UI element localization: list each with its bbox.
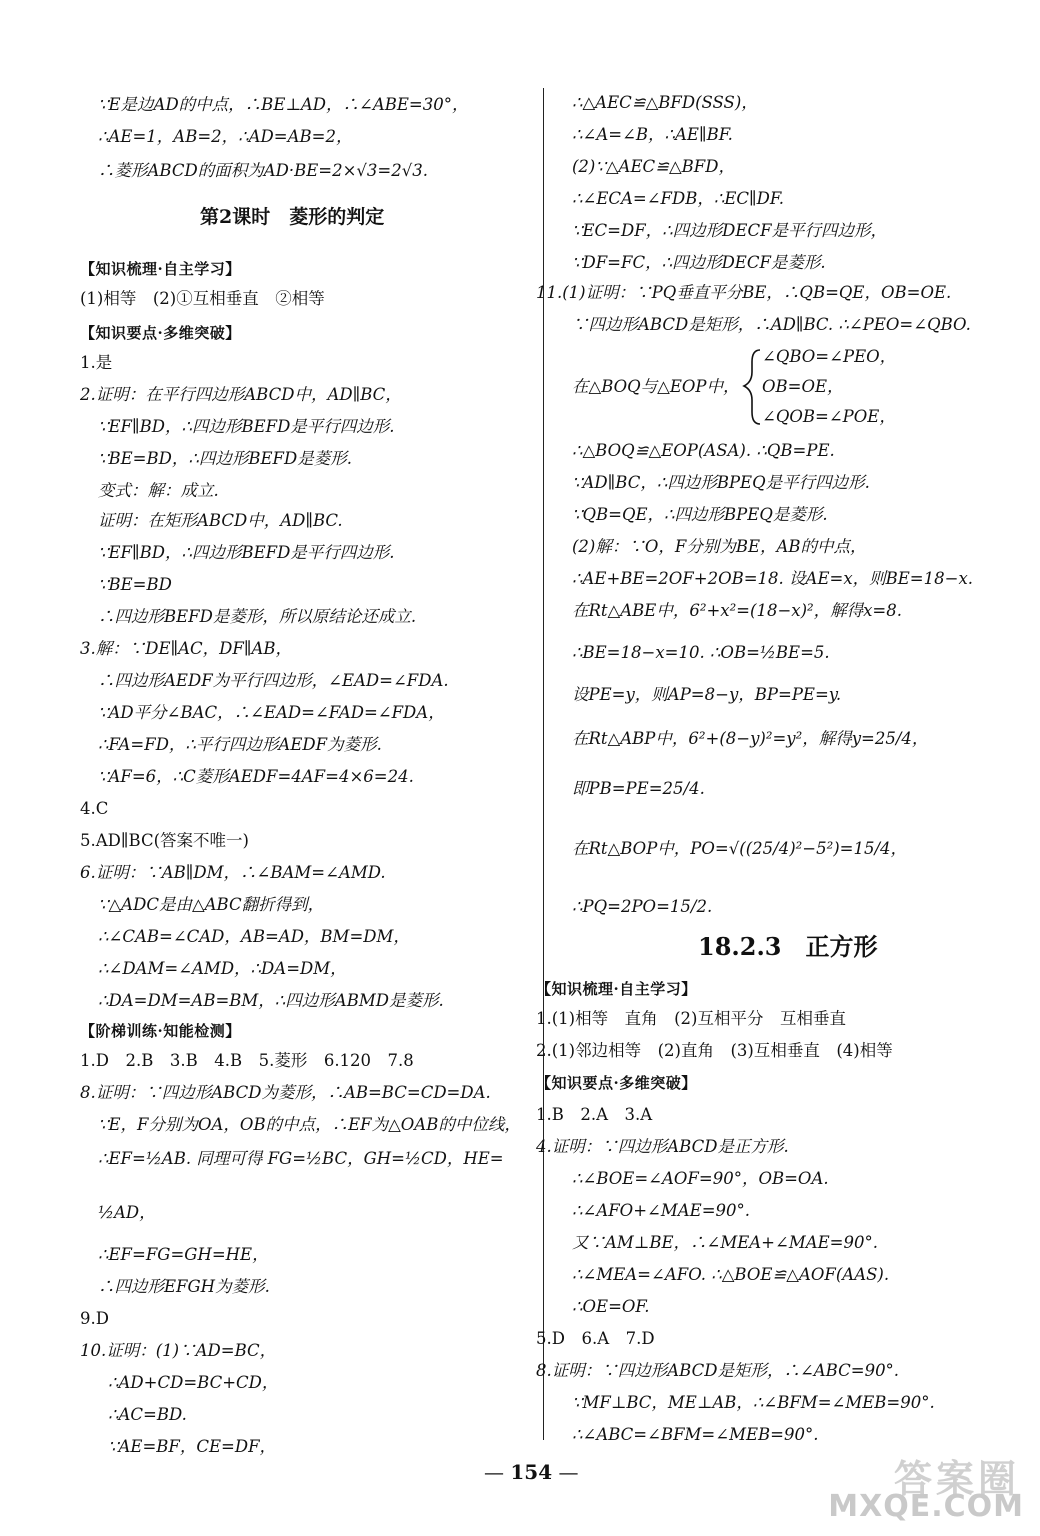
left-text-line: 2.证明：在平行四边形ABCD中，AD∥BC， [80, 385, 402, 404]
left-text-line: 4.C [80, 799, 109, 818]
left-text-line: ½AD， [98, 1203, 156, 1222]
left-text-line: ∴菱形ABCD的面积为AD·BE=2×√3=2√3. [98, 161, 428, 180]
right-text-line: 1.(1)相等 直角 (2)互相平分 互相垂直 [536, 1009, 846, 1028]
right-text-line: ∴AE+BE=2OF+2OB=18. 设AE=x，则BE=18−x. [572, 569, 973, 588]
right-text-line: ∴△BOQ≌△EOP(ASA). ∴QB=PE. [572, 441, 835, 460]
right-text-line: 在Rt△ABP中，6²+(8−y)²=y²，解得y=25/4， [572, 729, 929, 748]
left-text-line: 【阶梯训练·知能检测】 [80, 1022, 241, 1040]
right-text-line: ∵DF=FC，∴四边形DECF是菱形. [572, 253, 826, 272]
right-text-line: 又∵AM⊥BE，∴∠MEA+∠MAE=90°. [572, 1233, 878, 1252]
watermark-logo [828, 1448, 1032, 1528]
right-text-line: 即PB=PE=25/4. [572, 779, 705, 798]
right-text-line: 18.2.3 正方形 [698, 932, 878, 961]
watermark-stamp: 答案圈 [893, 1457, 1020, 1501]
right-text-line: 在△BOQ与△EOP中， [572, 377, 740, 396]
left-text-line: (1)相等 (2)①互相垂直 ②相等 [80, 289, 325, 308]
left-text-line: 第2课时 菱形的判定 [200, 206, 385, 228]
left-text-line: ∴∠DAM=∠AMD，∴DA=DM， [98, 959, 347, 978]
left-text-line: ∴EF=½AB. 同理可得 FG=½BC，GH=½CD，HE= [98, 1149, 504, 1168]
left-text-line: ∵EF∥BD，∴四边形BEFD是平行四边形. [98, 543, 395, 562]
left-text-line: 1.D 2.B 3.B 4.B 5.菱形 6.120 7.8 [80, 1051, 414, 1070]
right-text-line: ∴BE=18−x=10. ∴OB=½BE=5. [572, 643, 830, 662]
page-number-value: 154 [510, 1460, 553, 1484]
left-text-line: ∵AE=BF，CE=DF， [108, 1437, 277, 1456]
left-text-line: ∴AC=BD. [108, 1405, 187, 1424]
right-text-line: ∵QB=QE，∴四边形BPEQ是菱形. [572, 505, 828, 524]
right-text-line: ∵EC=DF，∴四边形DECF是平行四边形， [572, 221, 888, 240]
left-text-line: ∵BE=BD，∴四边形BEFD是菱形. [98, 449, 352, 468]
left-text-line: 9.D [80, 1309, 109, 1328]
left-text-line: 1.是 [80, 353, 113, 372]
right-text-line: ∠QBO=∠PEO， [762, 347, 897, 366]
left-text-line: 10.证明：(1)∵AD=BC， [80, 1341, 277, 1360]
left-text-line: 8.证明：∵四边形ABCD为菱形，∴AB=BC=CD=DA. [80, 1083, 491, 1102]
right-text-line: ∴∠BOE=∠AOF=90°，OB=OA. [572, 1169, 829, 1188]
right-text-line: 【知识梳理·自主学习】 [536, 980, 697, 998]
left-text-line: ∴四边形BEFD是菱形，所以原结论还成立. [98, 607, 417, 626]
right-text-line: ∴∠A=∠B，∴AE∥BF. [572, 125, 733, 144]
right-text-line: 1.B 2.A 3.A [536, 1105, 653, 1124]
right-text-line: 8.证明：∵四边形ABCD是矩形，∴∠ABC=90°. [536, 1361, 900, 1380]
left-text-line: ∵EF∥BD，∴四边形BEFD是平行四边形. [98, 417, 395, 436]
left-text-line: 【知识梳理·自主学习】 [80, 260, 241, 278]
left-text-line: ∴∠CAB=∠CAD，AB=AD，BM=DM， [98, 927, 410, 946]
left-text-line: 6.证明：∵AB∥DM，∴∠BAM=∠AMD. [80, 863, 386, 882]
right-text-line: ∴∠ABC=∠BFM=∠MEB=90°. [572, 1425, 819, 1444]
left-text-line: ∴EF=FG=GH=HE， [98, 1245, 269, 1264]
left-text-line: ∴FA=FD，∴平行四边形AEDF为菱形. [98, 735, 382, 754]
left-text-line: ∴四边形EFGH为菱形. [98, 1277, 270, 1296]
right-text-line: ∴∠AFO+∠MAE=90°. [572, 1201, 751, 1220]
left-text-line: 证明：在矩形ABCD中，AD∥BC. [98, 511, 343, 530]
left-text-line: 3.解：∵DE∥AC，DF∥AB， [80, 639, 293, 658]
right-text-line: 在Rt△BOP中，PO=√((25/4)²−5²)=15/4， [572, 839, 908, 858]
left-text-line: ∵E是边AD的中点，∴BE⊥AD，∴∠ABE=30°， [98, 95, 469, 114]
left-text-line: 【知识要点·多维突破】 [80, 324, 241, 342]
right-text-line: (2)∵△AEC≌△BFD， [572, 157, 735, 176]
right-text-line: 5.D 6.A 7.D [536, 1329, 655, 1348]
right-text-line: 2.(1)邻边相等 (2)直角 (3)互相垂直 (4)相等 [536, 1041, 893, 1060]
right-text-line: 设PE=y，则AP=8−y，BP=PE=y. [572, 685, 842, 704]
left-text-line: ∵AD平分∠BAC，∴∠EAD=∠FAD=∠FDA， [98, 703, 445, 722]
right-text-line: 4.证明：∵四边形ABCD是正方形. [536, 1137, 789, 1156]
left-text-line: ∵△ADC是由△ABC翻折得到， [98, 895, 325, 914]
system-brace [744, 350, 760, 424]
right-text-line: 在Rt△ABE中，6²+x²=(18−x)²，解得x=8. [572, 601, 902, 620]
right-text-line: ∴PQ=2PO=15/2. [572, 897, 713, 916]
left-text-line: ∵AF=6，∴C菱形AEDF=4AF=4×6=24. [98, 767, 414, 786]
left-text-line: ∵E，F分别为OA，OB的中点，∴EF为△OAB的中位线， [98, 1115, 521, 1134]
right-text-line: ∵MF⊥BC，ME⊥AB，∴∠BFM=∠MEB=90°. [572, 1393, 935, 1412]
left-text-line: ∴AD+CD=BC+CD， [108, 1373, 279, 1392]
right-text-line: ∴∠MEA=∠AFO. ∴△BOE≌△AOF(AAS). [572, 1265, 890, 1284]
right-text-line: ∵AD∥BC，∴四边形BPEQ是平行四边形. [572, 473, 870, 492]
right-text-line: (2)解：∵O，F分别为BE，AB的中点， [572, 537, 867, 556]
left-text-line: ∴AE=1，AB=2，∴AD=AB=2， [98, 127, 353, 146]
left-text-line: ∵BE=BD [98, 575, 172, 594]
left-text-line: ∴DA=DM=AB=BM，∴四边形ABMD是菱形. [98, 991, 444, 1010]
right-text-line: ∴△AEC≌△BFD(SSS)， [572, 93, 758, 112]
right-text-line: ∴∠ECA=∠FDB，∴EC∥DF. [572, 189, 785, 208]
left-text-line: 变式：解：成立. [98, 481, 219, 500]
left-text-line: 5.AD∥BC(答案不唯一) [80, 831, 249, 850]
watermark-url: MXQE.COM [828, 1489, 1024, 1524]
right-text-line: ∠QOB=∠POE， [762, 407, 896, 426]
page-number: — 154 — [484, 1460, 579, 1484]
right-text-line: ∴OE=OF. [572, 1297, 650, 1316]
right-text-line: OB=OE， [762, 377, 844, 396]
right-text-line: 11.(1)证明：∵PQ垂直平分BE，∴QB=QE，OB=OE. [536, 283, 952, 302]
right-text-line: ∵四边形ABCD是矩形，∴AD∥BC. ∴∠PEO=∠QBO. [572, 315, 971, 334]
right-text-line: 【知识要点·多维突破】 [536, 1074, 697, 1092]
left-text-line: ∴四边形AEDF为平行四边形，∠EAD=∠FDA. [98, 671, 449, 690]
